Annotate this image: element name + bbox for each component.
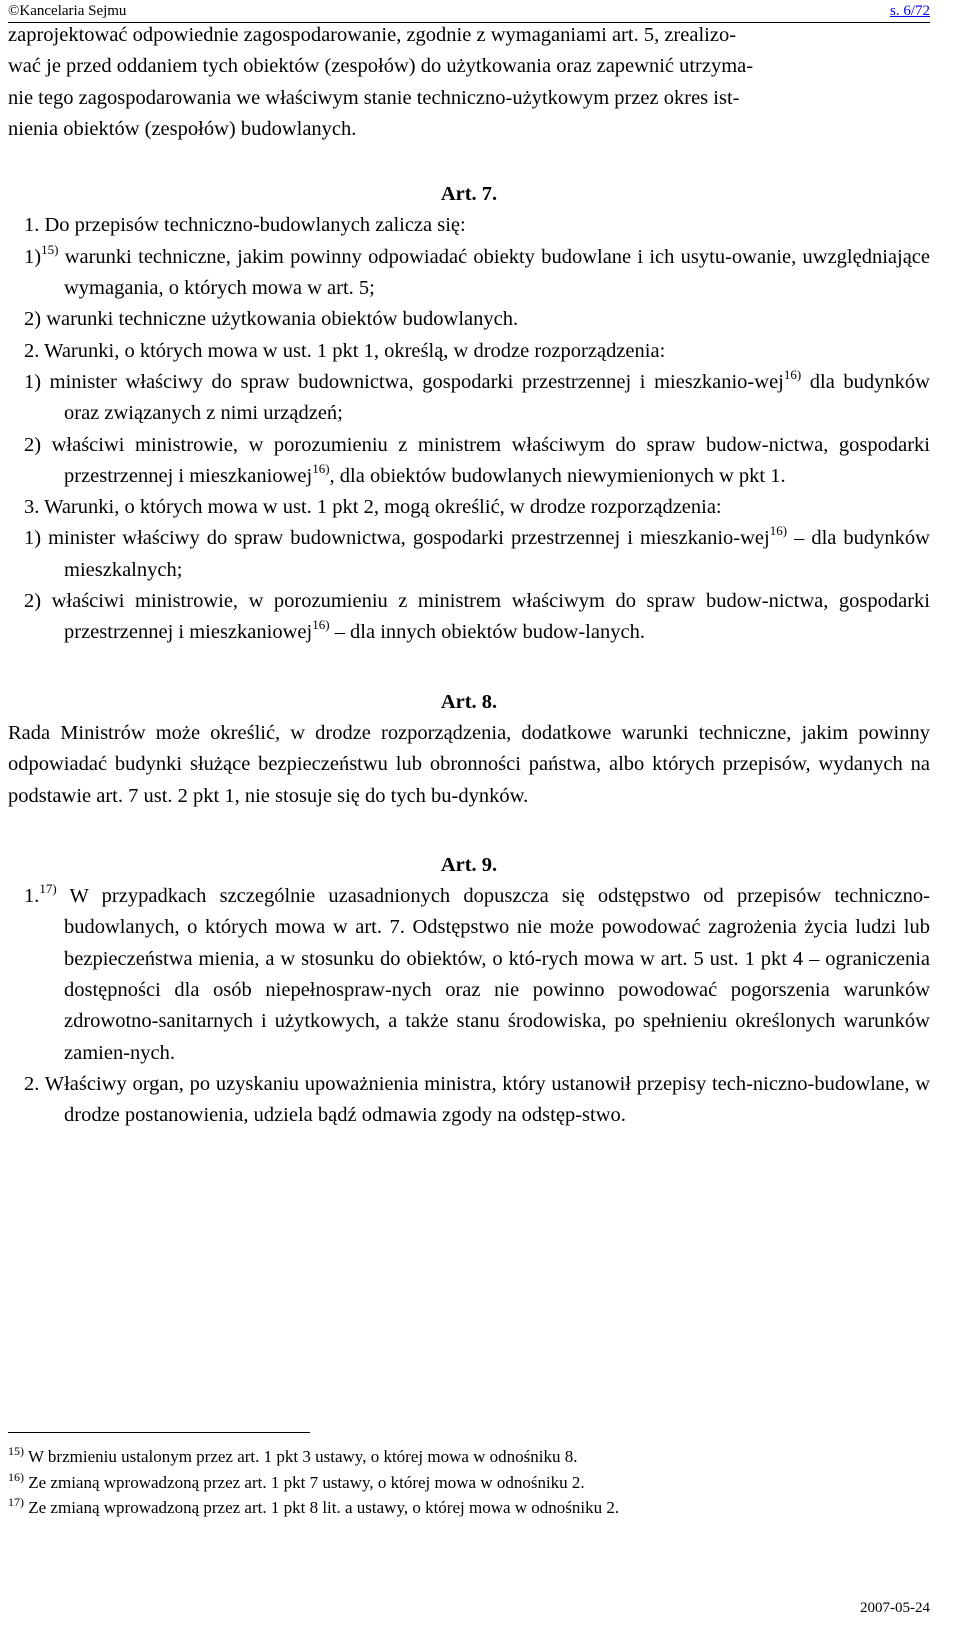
article-8-heading: Art. 8.: [440, 690, 498, 713]
footnote-15: $^{15)}$ W brzmieniu ustalonym przez art. 1 pkt 3 ustawy, o której mowa w odnośniku 8.: [8, 1444, 578, 1466]
art9-paragraph-2: 2. Właściwy organ, po uzyskaniu upoważnienia ministra, który ustanowił przepisy tech-niczno-budowlane, w drodze postanowienia, udziela bądź odmawia zgody na odstęp-stwo.: [24, 1072, 930, 1127]
article-7-heading: Art. 7.: [440, 183, 498, 206]
footnote-ref[interactable]: 16): [783, 366, 802, 382]
document-page: [8, 0, 930, 1616]
footnote-ref[interactable]: 16): [312, 617, 330, 633]
footnote-16: $^{16)}$ Ze zmianą wprowadzoną przez art. 1 pkt 7 ustawy, o której mowa w odnośniku 2.: [8, 1469, 585, 1492]
footnote-ref[interactable]: 16): [312, 460, 330, 476]
page-number-link[interactable]: s. 6/72: [889, 3, 930, 19]
art7-p1-item-1: 1)$^{15)}$ warunki techniczne, jakim powinny odpowiadać obiekty budowlane i ich usytu-owanie, uwzględniające wymagania, o których mowa w art. 5;: [24, 241, 930, 300]
footer-date: 2007-05-24: [860, 1600, 930, 1616]
art7-paragraph-3: 3. Warunki, o których mowa w ust. 1 pkt 2, mogą określić, w drodze rozporządzenia:: [24, 496, 722, 519]
footnote-ref[interactable]: 16): [769, 523, 788, 539]
page-header: [8, 2, 930, 21]
footnotes: [8, 1444, 619, 1521]
art7-p2-item-2: 2) właściwi ministrowie, w porozumieniu z ministrem właściwym do spraw budow-nictwa, gospodarki przestrzennej i mieszkaniowej$^{16)}$, dla obiektów budowlanych niewymienionych w pkt 1.: [24, 433, 930, 487]
art8-text: Rada Ministrów może określić, w drodze rozporządzenia, dodatkowe warunki techniczne, jakim powinny odpowiadać budynki służące bezpieczeństwu lub obronności państwa, albo których przepisów, wydanych na podstawie art. 7 ust. 2 pkt 1, nie stosuje się do tych bu-dynków.: [8, 721, 930, 807]
footnote-ref[interactable]: 15): [41, 241, 59, 257]
art7-p3-item-1: 1) minister właściwy do spraw budownictwa, gospodarki przestrzennej i mieszkanio-wej$^{16)}$ – dla budynków mieszkalnych;: [24, 523, 930, 581]
document-body: [8, 20, 930, 1132]
art9-paragraph-1: 1.$^{17)}$ W przypadkach szczególnie uzasadnionych dopuszcza się odstępstwo od przepisów techniczno-budowlanych, o których mowa w art. 7. Odstępstwo nie może powodować zagrożenia życia ludzi lub bezpieczeństwa mienia, a w stosunku do obiektów, o któ-rych mowa w art. 5 ust. 1 pkt 4 – ograniczenia dostępności dla osób niepełnospraw-nych oraz nie powinno powodować pogorszenia warunków zdrowotno-sanitarnych i użytkowych, a także stanu środowiska, po spełnieniu określonych warunków zamien-nych.: [24, 881, 930, 1064]
art7-paragraph-1: 1. Do przepisów techniczno-budowlanych zalicza się:: [24, 214, 466, 237]
copyright-label: ©Kancelaria Sejmu: [8, 3, 127, 19]
intro-line: zaprojektować odpowiednie zagospodarowanie, zgodnie z wymaganiami art. 5, zrealizo-: [8, 24, 737, 46]
art7-p3-item-2: 2) właściwi ministrowie, w porozumieniu z ministrem właściwym do spraw budow-nictwa, gospodarki przestrzennej i mieszkaniowej$^{16)}$ – dla innych obiektów budow-lanych.: [24, 590, 930, 644]
footnote-17: $^{17)}$ Ze zmianą wprowadzoną przez art. 1 pkt 8 lit. a ustawy, o której mowa w odnośniku 2.: [8, 1495, 620, 1517]
art7-paragraph-2: 2. Warunki, o których mowa w ust. 1 pkt 1, określą, w drodze rozporządzenia:: [24, 339, 666, 362]
footnote-ref[interactable]: 17): [39, 881, 57, 897]
intro-line: nienia obiektów (zespołów) budowlanych.: [8, 117, 357, 140]
art7-p2-item-1: 1) minister właściwy do spraw budownictwa, gospodarki przestrzennej i mieszkanio-wej$^{16)}$ dla budynków oraz związanych z nimi urządzeń;: [24, 366, 930, 425]
article-9-heading: Art. 9.: [440, 853, 498, 876]
footnote-rule: [8, 1432, 310, 1433]
intro-line: wać je przed oddaniem tych obiektów (zespołów) do użytkowania oraz zapewnić utrzyma-: [8, 55, 754, 78]
intro-line: nie tego zagospodarowania we właściwym stanie techniczno-użytkowym przez okres ist-: [8, 86, 740, 109]
art7-p1-item-2: 2) warunki techniczne użytkowania obiektów budowlanych.: [24, 308, 519, 331]
